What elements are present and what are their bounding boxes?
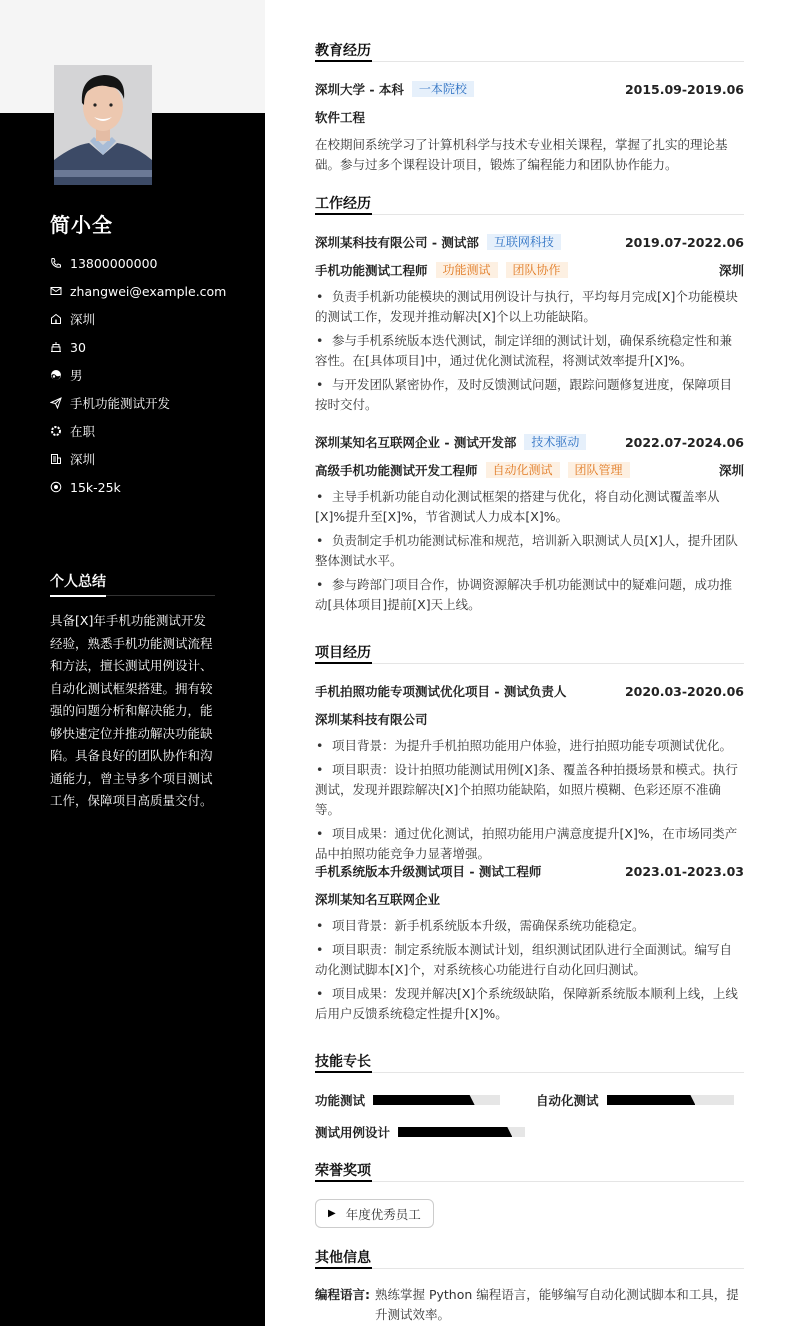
contact-status: 在职	[50, 417, 250, 445]
list-item: • 负责手机新功能模块的测试用例设计与执行，平均每月完成[X]个功能模块的测试工作，发现并推动解决[X]个以上功能缺陷。	[315, 289, 738, 324]
contact-city: 深圳	[50, 305, 250, 333]
cake-icon	[50, 341, 62, 353]
status-icon	[50, 425, 62, 437]
school-tag: 一本院校	[412, 81, 474, 97]
skill-bar-fill	[373, 1095, 475, 1105]
company-tag: 技术驱动	[524, 434, 586, 450]
home-icon	[50, 313, 62, 325]
list-item: • 参与手机系统版本迭代测试，制定详细的测试计划，确保系统稳定性和兼容性。在[具体项目]中，通过优化测试流程，将测试效率提升[X]%。	[315, 333, 733, 368]
work-2-bullets	[315, 487, 744, 619]
work-1-bullets	[315, 287, 744, 419]
list-item: • 项目成果：发现并解决[X]个系统级缺陷，保障新系统版本顺利上线，上线后用户反馈系统稳定性提升[X]%。	[315, 986, 738, 1021]
send-icon	[50, 397, 62, 409]
skill-item: 功能测试	[315, 1092, 500, 1108]
skill-item: 自动化测试	[536, 1092, 734, 1108]
work-2-header	[315, 433, 744, 451]
list-item: • 项目背景：为提升手机拍照功能用户体验，进行拍照功能专项测试优化。	[316, 738, 733, 753]
project-1-header	[315, 682, 744, 700]
award-item[interactable]: ▶ 年度优秀员工	[315, 1199, 434, 1228]
profile-photo	[54, 65, 152, 185]
list-item: • 项目职责：制定系统版本测试计划，组织测试团队进行全面测试。编写自动化测试脚本[X]个，对系统核心功能进行自动化回归测试。	[315, 942, 733, 977]
list-item: • 主导手机新功能自动化测试框架的搭建与优化，将自动化测试覆盖率从[X]%提升至[X]%，节省测试人力成本[X]%。	[315, 489, 720, 524]
work-date: 2019.07-2022.06	[624, 234, 744, 250]
education-heading: 教育经历	[315, 40, 744, 62]
summary-heading: 个人总结	[50, 571, 215, 596]
summary-text: 具备[X]年手机功能测试开发经验，熟悉手机功能测试流程和方法，擅长测试用例设计、自动化测试框架搭建。拥有较强的问题分析和解决能力，能够快速定位并推动解决功能缺陷。具备良好的团队协作和沟通能力，曾主导多个项目测试工作，保障项目高质量交付。	[50, 613, 213, 808]
skills-heading: 技能专长	[315, 1051, 744, 1073]
mail-icon	[50, 285, 62, 297]
list-item: • 参与跨部门项目合作，协调资源解决手机功能测试中的疑难问题，成功推动[具体项目]提前[X]天上线。	[315, 577, 733, 612]
role-title: 高级手机功能测试开发工程师	[315, 463, 478, 478]
projects-heading: 项目经历	[315, 642, 744, 664]
list-item: • 与开发团队紧密协作，及时反馈测试问题，跟踪问题修复进度，保障项目按时交付。	[315, 377, 733, 412]
contact-list	[50, 249, 250, 501]
contact-position: 手机功能测试开发	[50, 389, 250, 417]
other-label: 编程语言:	[315, 1287, 370, 1302]
other-value: 熟练掌握 Python 编程语言，能够编写自动化测试脚本和工具，提升测试效率。	[375, 1287, 739, 1322]
skill-bar	[398, 1127, 525, 1137]
school-name: 深圳大学 - 本科	[315, 82, 404, 97]
phone-icon	[50, 257, 62, 269]
project-2-bullets	[315, 916, 744, 1028]
project-name: 手机拍照功能专项测试优化项目 - 测试负责人	[315, 684, 567, 699]
contact-salary: 15k-25k	[50, 473, 250, 501]
company-name: 深圳某科技有限公司 - 测试部	[315, 235, 479, 250]
role-tag: 团队管理	[568, 462, 630, 478]
skill-item: 测试用例设计	[315, 1124, 525, 1140]
work-heading: 工作经历	[315, 193, 744, 215]
avatar	[54, 65, 152, 185]
contact-gender: 男	[50, 361, 250, 389]
contact-work-city: 深圳	[50, 445, 250, 473]
work-date: 2022.07-2024.06	[624, 434, 744, 450]
gender-icon	[50, 369, 62, 381]
project-2-company: 深圳某知名互联网企业	[315, 892, 441, 907]
list-item: • 项目职责：设计拍照功能测试用例[X]条、覆盖各种拍摄场景和模式。执行测试，发现并跟踪解决[X]个拍照功能缺陷，如照片模糊、色彩还原不准确等。	[315, 762, 738, 817]
skill-bar-fill	[607, 1095, 696, 1105]
company-tag: 互联网科技	[487, 234, 561, 250]
other-heading: 其他信息	[315, 1247, 744, 1269]
contact-age: 30	[50, 333, 250, 361]
skill-bar-fill	[398, 1127, 512, 1137]
play-triangle-icon: ▶	[328, 1208, 336, 1219]
building-icon	[50, 453, 62, 465]
contact-email: zhangwei@example.com	[50, 277, 250, 305]
sidebar	[0, 0, 265, 1326]
list-item: • 负责制定手机功能测试标准和规范，培训新入职测试人员[X]人，提升团队整体测试水平。	[315, 533, 738, 568]
education-major: 软件工程	[315, 110, 366, 125]
work-1-header	[315, 233, 744, 251]
project-2-header	[315, 862, 744, 880]
role-title: 手机功能测试工程师	[315, 263, 428, 278]
project-1-bullets	[315, 736, 744, 868]
project-date: 2023.01-2023.03	[624, 863, 744, 879]
role-tag: 自动化测试	[486, 462, 560, 478]
education-header	[315, 80, 744, 98]
skill-bar	[607, 1095, 734, 1105]
contact-phone: 13800000000	[50, 249, 250, 277]
profile-name: 简小全	[50, 213, 113, 237]
project-1-company: 深圳某科技有限公司	[315, 712, 428, 727]
work-location: 深圳	[718, 263, 744, 278]
company-name: 深圳某知名互联网企业 - 测试开发部	[315, 435, 517, 450]
other-info-row	[315, 1285, 744, 1325]
role-tag: 功能测试	[436, 262, 498, 278]
education-description: 在校期间系统学习了计算机科学与技术专业相关课程，掌握了扎实的理论基础。参与过多个课程设计项目，锻炼了编程能力和团队协作能力。	[315, 137, 728, 172]
skill-bar	[373, 1095, 500, 1105]
list-item: • 项目成果：通过优化测试，拍照功能用户满意度提升[X]%，在市场同类产品中拍照功能竞争力显著增强。	[315, 826, 738, 861]
work-2-role	[315, 461, 744, 479]
salary-icon	[50, 481, 62, 493]
project-date: 2020.03-2020.06	[624, 683, 744, 699]
role-tag: 团队协作	[506, 262, 568, 278]
awards-heading: 荣誉奖项	[315, 1160, 744, 1182]
work-1-role	[315, 261, 744, 279]
project-name: 手机系统版本升级测试项目 - 测试工程师	[315, 864, 542, 879]
list-item: • 项目背景：新手机系统版本升级，需确保系统功能稳定。	[316, 918, 645, 933]
work-location: 深圳	[718, 463, 744, 478]
education-date: 2015.09-2019.06	[624, 81, 744, 97]
